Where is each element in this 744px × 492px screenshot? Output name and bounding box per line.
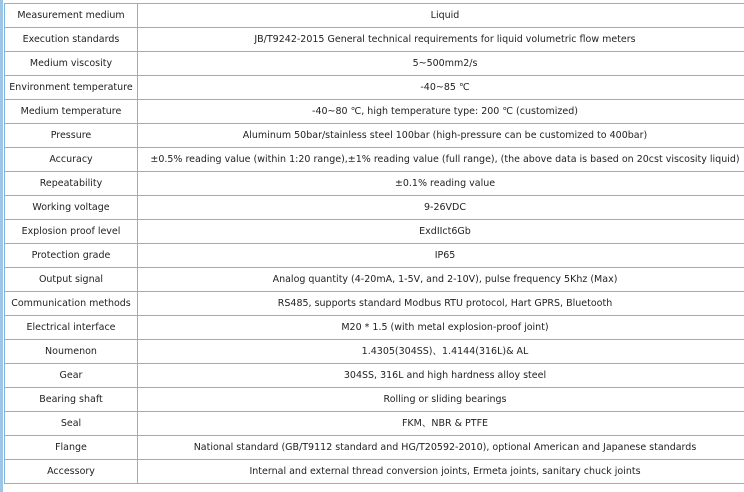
parameter-cell: Gear — [5, 364, 138, 388]
parameter-cell: Bearing shaft — [5, 388, 138, 412]
table-row — [5, 292, 744, 316]
table-row — [5, 364, 744, 388]
value-cell: -40~85 ℃ — [138, 76, 744, 100]
table-row — [5, 4, 744, 28]
table-row — [5, 76, 744, 100]
table-row — [5, 124, 744, 148]
table-row — [5, 100, 744, 124]
table-row — [5, 52, 744, 76]
left-edge-rule — [0, 0, 3, 492]
table-row — [5, 388, 744, 412]
parameter-cell: Flange — [5, 436, 138, 460]
value-cell: Liquid — [138, 4, 744, 28]
table-row — [5, 268, 744, 292]
value-cell: Rolling or sliding bearings — [138, 388, 744, 412]
parameter-cell: Pressure — [5, 124, 138, 148]
value-cell: 9-26VDC — [138, 196, 744, 220]
parameter-cell: Execution standards — [5, 28, 138, 52]
table-row — [5, 220, 744, 244]
value-cell: National standard (GB/T9112 standard and HG/T20592-2010), optional American and Japanese standards — [138, 436, 744, 460]
value-cell: Analog quantity (4-20mA, 1-5V, and 2-10V), pulse frequency 5Khz (Max) — [138, 268, 744, 292]
parameter-cell: Explosion proof level — [5, 220, 138, 244]
table-row — [5, 316, 744, 340]
table-row — [5, 148, 744, 172]
parameter-cell: Accessory — [5, 460, 138, 484]
value-cell: 5~500mm2/s — [138, 52, 744, 76]
value-cell: IP65 — [138, 244, 744, 268]
value-cell: FKM、NBR & PTFE — [138, 412, 744, 436]
parameter-cell: Electrical interface — [5, 316, 138, 340]
parameter-cell: Working voltage — [5, 196, 138, 220]
specification-table — [4, 3, 744, 484]
table-row — [5, 436, 744, 460]
parameter-cell: Environment temperature — [5, 76, 138, 100]
value-cell: RS485, supports standard Modbus RTU protocol, Hart GPRS, Bluetooth — [138, 292, 744, 316]
value-cell: M20 * 1.5 (with metal explosion-proof joint) — [138, 316, 744, 340]
table-row — [5, 172, 744, 196]
parameter-cell: Output signal — [5, 268, 138, 292]
value-cell: ±0.1% reading value — [138, 172, 744, 196]
value-cell: ExdIIct6Gb — [138, 220, 744, 244]
table-row — [5, 244, 744, 268]
parameter-cell: Noumenon — [5, 340, 138, 364]
parameter-cell: Medium viscosity — [5, 52, 138, 76]
value-cell: Internal and external thread conversion joints, Ermeta joints, sanitary chuck joints — [138, 460, 744, 484]
value-cell: ±0.5% reading value (within 1:20 range),±1% reading value (full range), (the above data is based on 20cst viscosity liquid) — [138, 148, 744, 172]
table-row — [5, 460, 744, 484]
value-cell: 304SS, 316L and high hardness alloy steel — [138, 364, 744, 388]
table-row — [5, 196, 744, 220]
table-row — [5, 340, 744, 364]
parameter-cell: Accuracy — [5, 148, 138, 172]
parameter-cell: Measurement medium — [5, 4, 138, 28]
value-cell: Aluminum 50bar/stainless steel 100bar (high-pressure can be customized to 400bar) — [138, 124, 744, 148]
parameter-cell: Protection grade — [5, 244, 138, 268]
parameter-cell: Medium temperature — [5, 100, 138, 124]
parameter-cell: Repeatability — [5, 172, 138, 196]
value-cell: -40~80 ℃, high temperature type: 200 ℃ (customized) — [138, 100, 744, 124]
value-cell: JB/T9242-2015 General technical requirements for liquid volumetric flow meters — [138, 28, 744, 52]
table-row — [5, 412, 744, 436]
parameter-cell: Communication methods — [5, 292, 138, 316]
value-cell: 1.4305(304SS)、1.4144(316L)& AL — [138, 340, 744, 364]
table-row — [5, 28, 744, 52]
parameter-cell: Seal — [5, 412, 138, 436]
